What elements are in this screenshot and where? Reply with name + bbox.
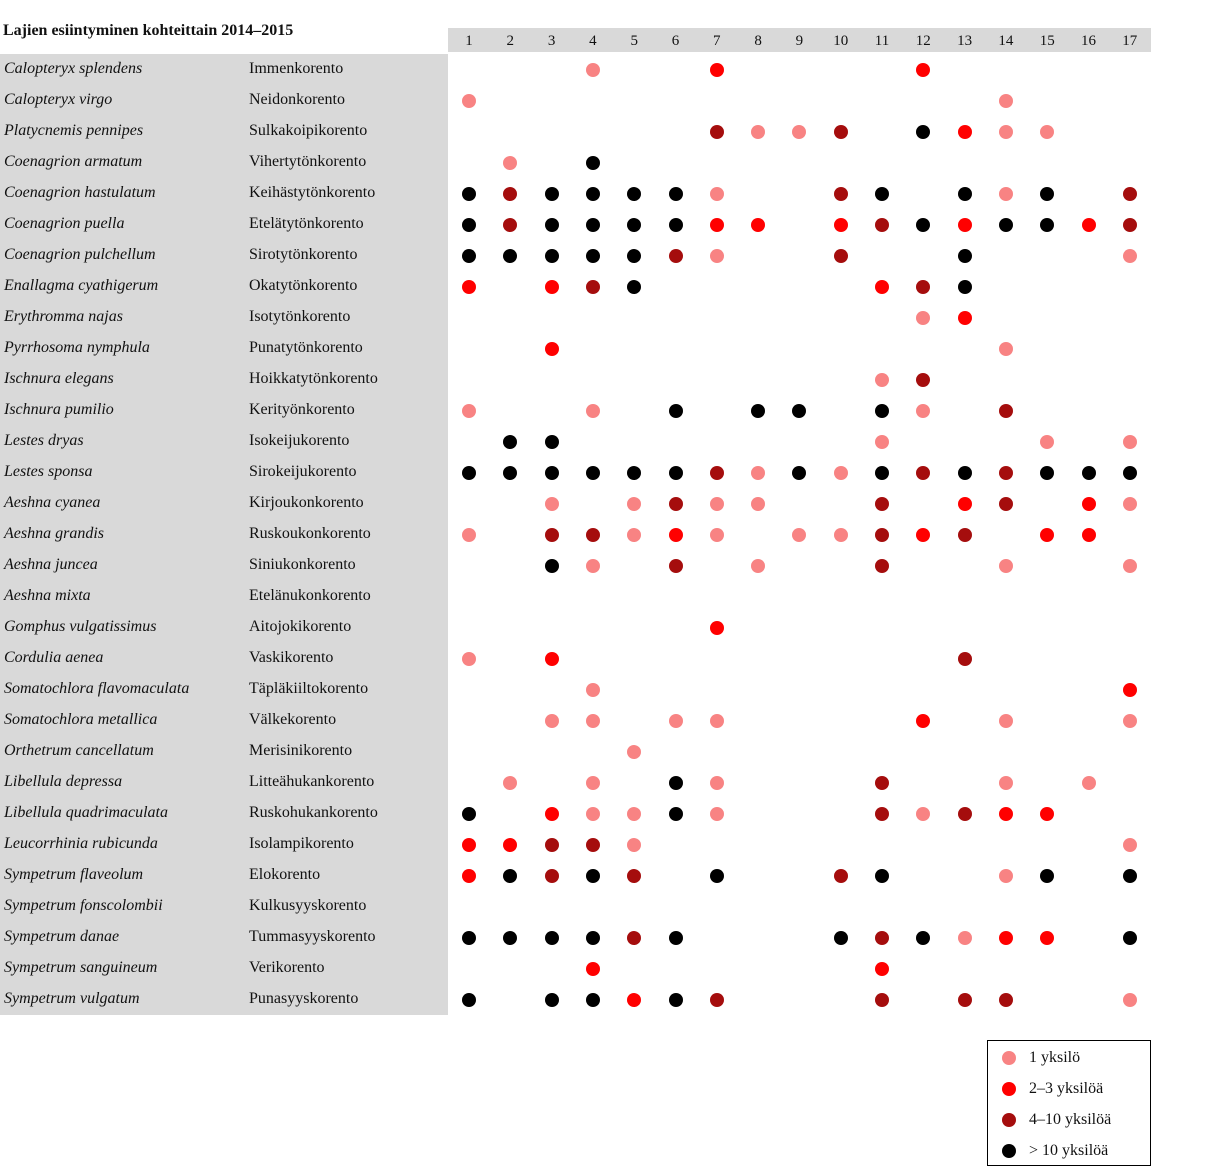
occurrence-dot xyxy=(586,559,600,573)
occurrence-dot xyxy=(586,218,600,232)
occurrence-dot xyxy=(710,869,724,883)
species-scientific-name: Leucorrhinia rubicunda xyxy=(4,835,158,852)
site-header-3: 3 xyxy=(547,33,556,49)
species-finnish-name: Punasyyskorento xyxy=(249,990,359,1007)
occurrence-dot xyxy=(503,218,517,232)
occurrence-dot xyxy=(627,528,641,542)
species-finnish-name: Isokeijukorento xyxy=(249,432,350,449)
species-finnish-name: Verikorento xyxy=(249,959,325,976)
occurrence-dot xyxy=(958,528,972,542)
occurrence-dot xyxy=(1123,435,1137,449)
occurrence-dot xyxy=(627,249,641,263)
species-finnish-name: Sirokeijukorento xyxy=(249,463,357,480)
occurrence-dot xyxy=(545,435,559,449)
occurrence-dot xyxy=(586,838,600,852)
occurrence-dot xyxy=(916,311,930,325)
species-finnish-name: Ruskohukankorento xyxy=(249,804,378,821)
legend-label: 1 yksilö xyxy=(1029,1049,1081,1066)
occurrence-dot xyxy=(792,528,806,542)
occurrence-dot xyxy=(710,125,724,139)
occurrence-dot xyxy=(669,249,683,263)
species-scientific-name: Coenagrion hastulatum xyxy=(4,184,156,201)
occurrence-dot xyxy=(958,466,972,480)
occurrence-dot xyxy=(545,528,559,542)
occurrence-dot xyxy=(1082,218,1096,232)
species-scientific-name: Erythromma najas xyxy=(4,308,123,325)
occurrence-dot xyxy=(710,218,724,232)
occurrence-dot xyxy=(834,125,848,139)
species-finnish-name: Aitojokikorento xyxy=(249,618,352,635)
occurrence-dot xyxy=(999,218,1013,232)
occurrence-dot xyxy=(751,218,765,232)
occurrence-dot xyxy=(999,776,1013,790)
occurrence-dot xyxy=(627,497,641,511)
occurrence-dot xyxy=(751,125,765,139)
occurrence-dot xyxy=(710,807,724,821)
occurrence-dot xyxy=(999,497,1013,511)
occurrence-dot xyxy=(462,404,476,418)
species-finnish-name: Isotytönkorento xyxy=(249,308,351,325)
occurrence-dot xyxy=(462,249,476,263)
occurrence-dot xyxy=(503,466,517,480)
site-header-2: 2 xyxy=(506,33,515,49)
site-header-10: 10 xyxy=(833,33,849,49)
occurrence-dot xyxy=(958,249,972,263)
occurrence-dot xyxy=(462,993,476,1007)
species-scientific-name: Ischnura pumilio xyxy=(4,401,114,418)
occurrence-dot xyxy=(834,187,848,201)
occurrence-dot xyxy=(627,280,641,294)
occurrence-dot xyxy=(751,466,765,480)
species-finnish-name: Kerityönkorento xyxy=(249,401,355,418)
species-finnish-name: Okatytönkorento xyxy=(249,277,358,294)
occurrence-dot xyxy=(545,559,559,573)
occurrence-dot xyxy=(462,869,476,883)
occurrence-dot xyxy=(958,807,972,821)
occurrence-dot xyxy=(669,187,683,201)
occurrence-dot xyxy=(751,497,765,511)
occurrence-dot xyxy=(916,125,930,139)
occurrence-dot xyxy=(875,869,889,883)
legend-dot xyxy=(1002,1082,1016,1096)
occurrence-dot xyxy=(710,528,724,542)
site-header-7: 7 xyxy=(713,33,721,49)
legend-dot xyxy=(1002,1113,1016,1127)
occurrence-dot xyxy=(503,869,517,883)
occurrence-dot xyxy=(669,807,683,821)
occurrence-dot xyxy=(751,404,765,418)
site-header-11: 11 xyxy=(874,33,890,49)
occurrence-dot xyxy=(916,218,930,232)
occurrence-dot xyxy=(503,187,517,201)
occurrence-dot xyxy=(1082,497,1096,511)
occurrence-dot xyxy=(586,931,600,945)
species-finnish-name: Vihertytönkorento xyxy=(249,153,367,170)
site-header-13: 13 xyxy=(957,33,973,49)
occurrence-dot xyxy=(710,466,724,480)
species-scientific-name: Sympetrum fonscolombii xyxy=(4,897,163,914)
occurrence-dot xyxy=(999,714,1013,728)
occurrence-dot xyxy=(751,559,765,573)
legend-label: > 10 yksilöä xyxy=(1029,1142,1109,1159)
occurrence-dot xyxy=(627,187,641,201)
occurrence-dot xyxy=(669,776,683,790)
occurrence-dot xyxy=(545,249,559,263)
occurrence-dot xyxy=(627,869,641,883)
occurrence-dot xyxy=(875,404,889,418)
occurrence-dot xyxy=(1123,993,1137,1007)
occurrence-dot xyxy=(1040,435,1054,449)
species-scientific-name: Ischnura elegans xyxy=(4,370,114,387)
occurrence-dot xyxy=(999,125,1013,139)
occurrence-dot xyxy=(958,497,972,511)
site-header-16: 16 xyxy=(1081,33,1096,49)
occurrence-dot xyxy=(1040,466,1054,480)
occurrence-dot xyxy=(792,466,806,480)
occurrence-dot xyxy=(875,466,889,480)
species-scientific-name: Somatochlora metallica xyxy=(4,711,158,728)
occurrence-dot xyxy=(462,931,476,945)
occurrence-dot xyxy=(586,249,600,263)
site-header-15: 15 xyxy=(1039,33,1055,49)
occurrence-dot xyxy=(1040,807,1054,821)
occurrence-dot xyxy=(710,249,724,263)
occurrence-dot xyxy=(586,156,600,170)
occurrence-dot xyxy=(1082,776,1096,790)
occurrence-dot xyxy=(545,869,559,883)
occurrence-dot xyxy=(462,94,476,108)
occurrence-dot xyxy=(627,838,641,852)
occurrence-dot xyxy=(710,63,724,77)
occurrence-dot xyxy=(627,807,641,821)
species-finnish-name: Täpläkiiltokorento xyxy=(249,680,369,697)
species-scientific-name: Sympetrum vulgatum xyxy=(4,990,140,1007)
occurrence-dot xyxy=(875,807,889,821)
occurrence-dot xyxy=(462,528,476,542)
occurrence-dot xyxy=(627,931,641,945)
occurrence-dot xyxy=(503,435,517,449)
species-finnish-name: Merisinikorento xyxy=(249,742,353,759)
occurrence-dot xyxy=(999,993,1013,1007)
species-scientific-name: Platycnemis pennipes xyxy=(4,122,144,139)
species-finnish-name: Immenkorento xyxy=(249,60,344,77)
occurrence-dot xyxy=(1040,869,1054,883)
site-header-5: 5 xyxy=(630,33,638,49)
occurrence-dot xyxy=(999,94,1013,108)
occurrence-dot xyxy=(875,993,889,1007)
occurrence-dot xyxy=(875,776,889,790)
occurrence-dot xyxy=(503,776,517,790)
species-scientific-name: Sympetrum flaveolum xyxy=(4,866,144,883)
occurrence-dot xyxy=(586,187,600,201)
species-finnish-name: Etelänukonkorento xyxy=(249,587,371,604)
occurrence-dot xyxy=(1082,466,1096,480)
occurrence-dot xyxy=(503,838,517,852)
occurrence-dot xyxy=(462,838,476,852)
occurrence-dot xyxy=(586,993,600,1007)
species-scientific-name: Sympetrum sanguineum xyxy=(4,959,158,976)
occurrence-dot xyxy=(545,466,559,480)
occurrence-dot xyxy=(1123,559,1137,573)
occurrence-dot xyxy=(916,280,930,294)
occurrence-dot xyxy=(503,931,517,945)
occurrence-dot xyxy=(586,466,600,480)
occurrence-dot xyxy=(792,404,806,418)
occurrence-dot xyxy=(545,187,559,201)
occurrence-dot xyxy=(999,559,1013,573)
occurrence-dot xyxy=(958,280,972,294)
species-finnish-name: Tummasyyskorento xyxy=(249,928,376,945)
occurrence-dot xyxy=(999,807,1013,821)
occurrence-dot xyxy=(627,993,641,1007)
species-finnish-name: Etelätytönkorento xyxy=(249,215,364,232)
occurrence-dot xyxy=(958,125,972,139)
occurrence-dot xyxy=(1123,466,1137,480)
occurrence-dot xyxy=(875,435,889,449)
occurrence-dot xyxy=(834,249,848,263)
occurrence-dot xyxy=(916,373,930,387)
site-header-12: 12 xyxy=(915,33,931,49)
occurrence-dot xyxy=(1040,125,1054,139)
occurrence-dot xyxy=(1040,528,1054,542)
occurrence-dot xyxy=(545,807,559,821)
occurrence-dot xyxy=(545,342,559,356)
occurrence-dot xyxy=(586,869,600,883)
occurrence-dot xyxy=(545,838,559,852)
occurrence-dot xyxy=(545,714,559,728)
occurrence-dot xyxy=(462,218,476,232)
species-scientific-name: Lestes sponsa xyxy=(4,463,93,480)
occurrence-dot xyxy=(462,187,476,201)
occurrence-dot xyxy=(916,931,930,945)
occurrence-dot xyxy=(669,931,683,945)
species-finnish-name: Kirjoukonkorento xyxy=(249,494,364,511)
occurrence-dot xyxy=(958,652,972,666)
species-scientific-name: Aeshna grandis xyxy=(4,525,104,542)
occurrence-dot xyxy=(669,497,683,511)
occurrence-dot xyxy=(669,993,683,1007)
occurrence-dot xyxy=(710,776,724,790)
occurrence-dot xyxy=(834,528,848,542)
occurrence-dot xyxy=(669,466,683,480)
species-finnish-name: Punatytönkorento xyxy=(249,339,363,356)
occurrence-dot xyxy=(545,497,559,511)
occurrence-dot xyxy=(503,156,517,170)
species-finnish-name: Sulkakoipikorento xyxy=(249,122,368,139)
occurrence-dot xyxy=(999,466,1013,480)
occurrence-dot xyxy=(710,714,724,728)
species-scientific-name: Calopteryx virgo xyxy=(4,91,113,108)
occurrence-dot xyxy=(710,187,724,201)
occurrence-dot xyxy=(669,528,683,542)
occurrence-dot xyxy=(627,745,641,759)
occurrence-dot xyxy=(545,218,559,232)
species-scientific-name: Coenagrion pulchellum xyxy=(4,246,156,263)
site-header-9: 9 xyxy=(795,33,804,49)
legend-dot xyxy=(1002,1144,1016,1158)
occurrence-dot xyxy=(875,931,889,945)
species-scientific-name: Libellula quadrimaculata xyxy=(4,804,168,821)
occurrence-dot xyxy=(1123,869,1137,883)
occurrence-dot xyxy=(545,652,559,666)
occurrence-dot xyxy=(462,466,476,480)
occurrence-dot xyxy=(1123,683,1137,697)
occurrence-dot xyxy=(586,280,600,294)
occurrence-dot xyxy=(999,187,1013,201)
occurrence-dot xyxy=(586,404,600,418)
occurrence-dot xyxy=(1123,218,1137,232)
site-header-4: 4 xyxy=(589,33,597,49)
occurrence-dot xyxy=(958,993,972,1007)
occurrence-dot xyxy=(586,776,600,790)
occurrence-dot xyxy=(462,807,476,821)
occurrence-dot xyxy=(627,218,641,232)
occurrence-dot xyxy=(1123,838,1137,852)
species-scientific-name: Aeshna mixta xyxy=(4,587,91,604)
species-finnish-name: Keihästytönkorento xyxy=(249,184,376,201)
species-scientific-name: Calopteryx splendens xyxy=(4,60,143,77)
legend xyxy=(987,1040,1151,1166)
occurrence-dot xyxy=(586,63,600,77)
occurrence-dot xyxy=(958,311,972,325)
occurrence-dot xyxy=(834,869,848,883)
species-finnish-name: Hoikkatytönkorento xyxy=(249,370,378,387)
legend-dot xyxy=(1002,1051,1016,1065)
species-scientific-name: Pyrrhosoma nymphula xyxy=(4,339,150,356)
species-finnish-name: Litteähukankorento xyxy=(249,773,375,790)
occurrence-dot xyxy=(875,280,889,294)
species-scientific-name: Sympetrum danae xyxy=(4,928,120,945)
occurrence-dot xyxy=(710,993,724,1007)
species-finnish-name: Vaskikorento xyxy=(249,649,334,666)
occurrence-dot xyxy=(462,280,476,294)
occurrence-dot xyxy=(875,218,889,232)
occurrence-dot xyxy=(916,404,930,418)
occurrence-dot xyxy=(875,187,889,201)
occurrence-dot xyxy=(916,807,930,821)
occurrence-dot xyxy=(958,931,972,945)
chart-title: Lajien esiintyminen kohteittain 2014–2015 xyxy=(3,22,294,39)
species-finnish-name: Isolampikorento xyxy=(249,835,354,852)
occurrence-dot xyxy=(916,528,930,542)
occurrence-dot xyxy=(792,125,806,139)
site-header-1: 1 xyxy=(465,33,473,49)
species-finnish-name: Elokorento xyxy=(249,866,321,883)
occurrence-dot xyxy=(627,466,641,480)
site-header-8: 8 xyxy=(754,33,762,49)
occurrence-dot xyxy=(710,621,724,635)
occurrence-dot xyxy=(586,528,600,542)
occurrence-dot xyxy=(875,373,889,387)
site-header-14: 14 xyxy=(998,33,1014,49)
occurrence-dot xyxy=(586,962,600,976)
occurrence-dot xyxy=(1082,528,1096,542)
occurrence-dot xyxy=(916,63,930,77)
occurrence-dot xyxy=(1123,714,1137,728)
occurrence-dot xyxy=(1040,187,1054,201)
occurrence-dot xyxy=(545,280,559,294)
occurrence-dot xyxy=(1040,218,1054,232)
species-finnish-name: Välkekorento xyxy=(249,711,337,728)
site-header-17: 17 xyxy=(1122,33,1138,49)
occurrence-dot xyxy=(958,187,972,201)
legend-label: 4–10 yksilöä xyxy=(1029,1111,1112,1128)
occurrence-dot xyxy=(586,807,600,821)
occurrence-dot xyxy=(916,714,930,728)
occurrence-dot xyxy=(545,993,559,1007)
occurrence-dot xyxy=(1123,497,1137,511)
species-scientific-name: Orthetrum cancellatum xyxy=(4,742,154,759)
occurrence-dot xyxy=(834,931,848,945)
species-scientific-name: Coenagrion armatum xyxy=(4,153,143,170)
occurrence-dot xyxy=(669,404,683,418)
occurrence-dot xyxy=(875,962,889,976)
occurrence-dot xyxy=(834,218,848,232)
legend-label: 2–3 yksilöä xyxy=(1029,1080,1104,1097)
occurrence-dot xyxy=(875,528,889,542)
species-finnish-name: Kulkusyyskorento xyxy=(249,897,367,914)
occurrence-dot xyxy=(999,342,1013,356)
occurrence-dot xyxy=(875,497,889,511)
occurrence-dot xyxy=(669,714,683,728)
occurrence-dot xyxy=(586,714,600,728)
species-finnish-name: Ruskoukonkorento xyxy=(249,525,371,542)
species-finnish-name: Sirotytönkorento xyxy=(249,246,358,263)
species-scientific-name: Cordulia aenea xyxy=(4,649,104,666)
species-scientific-name: Aeshna cyanea xyxy=(4,494,101,511)
occurrence-dot xyxy=(958,218,972,232)
occurrence-dot xyxy=(1123,187,1137,201)
occurrence-dot xyxy=(1123,931,1137,945)
occurrence-dot xyxy=(1040,931,1054,945)
species-scientific-name: Lestes dryas xyxy=(4,432,84,449)
occurrence-dot xyxy=(999,931,1013,945)
occurrence-dot xyxy=(916,466,930,480)
occurrence-dot xyxy=(875,559,889,573)
occurrence-dot xyxy=(710,497,724,511)
species-scientific-name: Libellula depressa xyxy=(4,773,123,790)
species-scientific-name: Enallagma cyathigerum xyxy=(4,277,159,294)
occurrence-dot xyxy=(999,404,1013,418)
occurrence-dot xyxy=(834,466,848,480)
occurrence-dot xyxy=(669,559,683,573)
species-scientific-name: Aeshna juncea xyxy=(4,556,98,573)
site-header-6: 6 xyxy=(671,33,680,49)
occurrence-dot xyxy=(1123,249,1137,263)
occurrence-dot xyxy=(586,683,600,697)
species-finnish-name: Siniukonkorento xyxy=(249,556,356,573)
occurrence-dot xyxy=(669,218,683,232)
species-finnish-name: Neidonkorento xyxy=(249,91,345,108)
species-scientific-name: Coenagrion puella xyxy=(4,215,125,232)
species-scientific-name: Somatochlora flavomaculata xyxy=(4,680,190,697)
occurrence-dot xyxy=(999,869,1013,883)
occurrence-dot xyxy=(545,931,559,945)
species-scientific-name: Gomphus vulgatissimus xyxy=(4,618,157,635)
occurrence-dot xyxy=(503,249,517,263)
occurrence-dot xyxy=(462,652,476,666)
